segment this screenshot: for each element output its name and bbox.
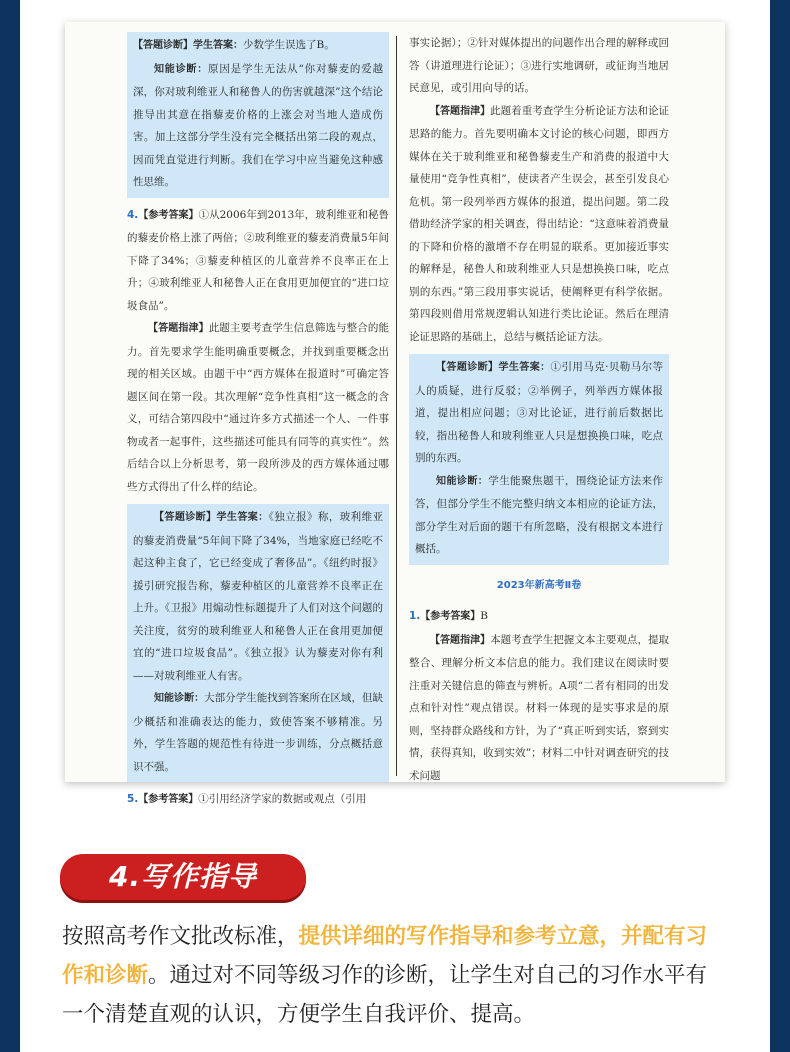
question-4: [127, 204, 389, 499]
answer-guide-text: 本题考查学生把握文本主要观点，提取整合、理解分析文本信息的能力。我们建议在阅读时要注重对关键信息的筛查与辨析。A项“二者有相同的出发点和针对性”观点错误。材料一体现的是实事求是的原则，坚持群众路线和方针，为了“真正听到实话，察到实情，获得真知，收到实效”；材料二中针对调查研究的技术问题: [409, 633, 670, 782]
description-text: 按照高考作文批改标准，: [62, 924, 299, 949]
reference-answer-text: ①从2006年到2013年，玻利维亚和秘鲁的藜麦价格上涨了两倍；②玻利维亚的藜麦消费量5年间下降了34%；③藜麦种植区的儿童营养不良率正在上升；④玻利维亚人和秘鲁人正在食用更加便宜的“进口垃圾食品”。: [127, 208, 389, 312]
answer-guide-text: 此题主要考查学生信息筛选与整合的能力。首先要求学生能明确重要概念，并找到重要概念出现的相关区域。由题干中“西方媒体在报道时”可确定答题区间在第一段。其次理解“竞争性真相”这一概念的含义，可结合第四段中“通过许多方式描述一个人、一件事物或者一起事件，这些描述可能具有同等的真实性”。然后结合以上分析思考，第一段所涉及的西方媒体通过哪些方式得出了什么样的结论。: [127, 322, 390, 493]
question-5: [127, 788, 389, 812]
answer-guide-label: 【答题指津】: [430, 634, 491, 646]
student-answer-label: 学生答案：: [498, 362, 551, 373]
reference-answer-text: ①引用经济学家的数据或观点（引用: [198, 793, 367, 805]
diagnosis-box: [127, 504, 389, 782]
answer-key-page-image: [65, 22, 725, 805]
continued-text: 事实论据）；②针对媒体提出的问题作出合理的解释或回答（讲道理进行论证）；③进行实地调研，或征询当地居民意见，或引用向导的话。: [409, 37, 669, 94]
exam-section-title: 2023年新高考Ⅱ卷: [496, 579, 582, 591]
student-answer-text: ①引用马克·贝勒马尔等人的质疑，进行反驳；②举例子，列举西方媒体报道，提出相应问题；③对比论证，进行前后数据比较，指出秘鲁人和玻利维亚人只是想换换口味，吃点别的东西。: [415, 361, 664, 464]
reference-answer-label: 【参考答案】: [138, 209, 199, 221]
student-answer-label: 学生答案：: [193, 40, 243, 51]
answer-guide-label: 【答题指津】: [430, 105, 491, 117]
left-column: [127, 32, 389, 812]
question-number: 4.: [127, 208, 139, 221]
section-description: [62, 917, 727, 1034]
ability-diagnosis-label: 知能诊断：: [154, 693, 205, 704]
section-badge: [60, 854, 306, 900]
ability-diagnosis-text: 原因是学生无法从“你对藜麦的爱越深，你对玻利维亚人和秘鲁人的伤害就越深”这个结论推导出其意在指藜麦价格的上涨会对当地人造成伤害。加上这部分学生没有完全概括出第二段的观点，因而凭直觉进行判断。我们在学习中应当避免这种感性思维。: [133, 62, 383, 188]
question-5-continued: [409, 32, 669, 348]
answer-guide-label: 【答题指津】: [148, 323, 209, 334]
ability-diagnosis-label: 知能诊断：: [436, 475, 489, 487]
student-answer-label: 学生答案：: [216, 512, 269, 523]
description-text: 。通过对不同等级习作的诊断，让学生对自己的习作水平有一个清楚直观的认识，方便学生自我评价、提高。: [62, 963, 708, 1027]
reference-answer-label: 【参考答案】: [138, 794, 199, 805]
question-1: [409, 605, 669, 787]
diagnosis-box: [409, 354, 669, 565]
right-column: [409, 32, 669, 787]
description-highlight: 提供详细的写作指导和参考立意，并配有习作和诊断: [62, 924, 708, 988]
student-answer-text: 《独立报》称，玻利维亚的藜麦消费量“5年间下降了34%，当地家庭已经吃不起这种主食了，它已经变成了奢侈品”。《纽约时报》援引研究报告称，藜麦种植区的儿童营养不良率正在上升。《卫报》用煽动性标题提升了人们对这个问题的关注度，贫穷的玻利维亚人和秘鲁人正在食用更加便宜的“进口垃圾食品”。《独立报》认为藜麦对你有利——对玻利维亚人有害。: [133, 511, 384, 682]
ability-diagnosis-text: 学生能聚焦题干，围绕论证方法来作答，但部分学生不能完整归纳文本相应的论证方法，部分学生对后面的题干有所忽略，没有根据文本进行概括。: [415, 474, 663, 555]
reference-answer-text: B: [480, 610, 489, 622]
answer-guide-text: 此题着重考查学生分析论证方法和论证思路的能力。首先要明确本文讨论的核心问题，即西方媒体在关于玻利维亚和秘鲁藜麦生产和消费的报道中大量使用“竞争性真相”，使读者产生误会，甚至引发良心危机。第一段列举西方媒体的报道，提出问题。第二段借助经济学家的相关调查，得出结论：“这意味着消费量的下降和价格的激增不存在明显的联系。更加接近事实的解释是，秘鲁人和玻利维亚人只是想换换口味，吃点别的东西。”第三段用事实说话，使阐释更有科学依据。第四段则借用常规逻辑认知进行类比论证。然后在理清论证思路的基础上，总结与概括论证方法。: [409, 104, 670, 343]
question-number: 1.: [409, 610, 421, 622]
diagnosis-label: 【答题诊断】: [154, 512, 217, 523]
ability-diagnosis-text: 大部分学生能找到答案所在区域，但缺少概括和准确表达的能力，致使答案不够精准。另外，学生答题的规范性有待进一步训练，分点概括意识不强。: [133, 692, 384, 773]
section-badge-title: 4.写作指导: [108, 860, 258, 893]
diagnosis-label: 【答题诊断】: [133, 40, 193, 51]
diagnosis-box: [127, 32, 389, 198]
ability-diagnosis-label: 知能诊断：: [154, 63, 209, 75]
question-number: 5.: [127, 793, 139, 805]
reference-answer-label: 【参考答案】: [420, 611, 481, 622]
column-divider: [396, 36, 397, 776]
student-answer-text: 少数学生误选了B。: [243, 39, 335, 51]
diagnosis-label: 【答题诊断】: [436, 362, 499, 373]
